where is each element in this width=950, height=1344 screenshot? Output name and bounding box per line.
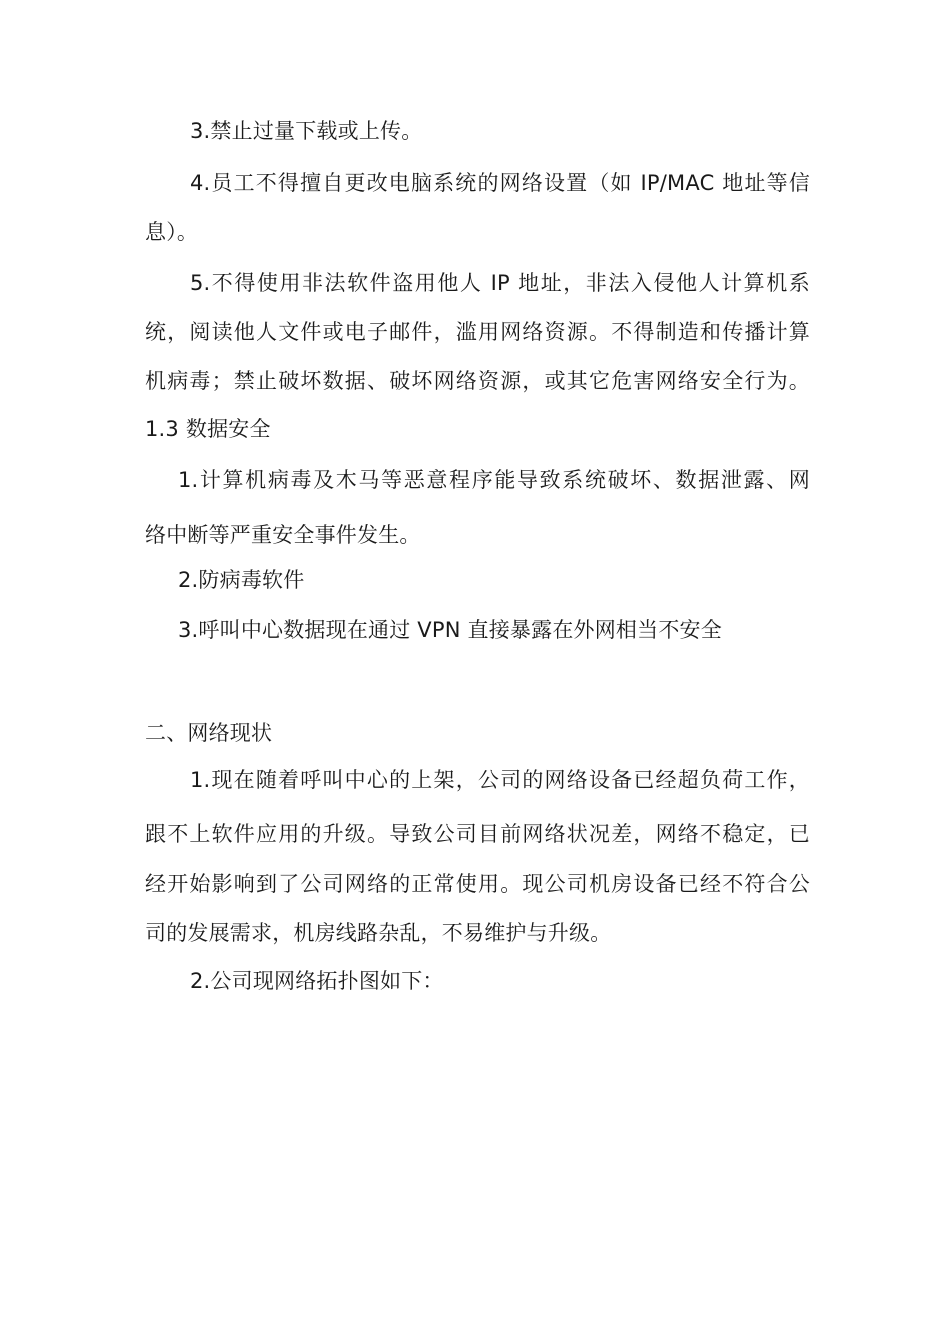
rule-4-network-settings-line-1: 4.员工不得擅自更改电脑系统的网络设置（如 IP/MAC 地址等信 <box>190 171 810 195</box>
network-status-item-1-line-2: 跟不上软件应用的升级。导致公司目前网络状况差，网络不稳定，已 <box>145 822 810 846</box>
rule-5-illegal-software-line-1: 5.不得使用非法软件盗用他人 IP 地址，非法入侵他人计算机系 <box>190 271 810 295</box>
section-heading-data-security: 1.3 数据安全 <box>145 417 271 441</box>
data-security-item-1-line-2: 络中断等严重安全事件发生。 <box>145 523 421 547</box>
network-status-item-2: 2.公司现网络拓扑图如下： <box>190 969 444 993</box>
data-security-item-1-line-1: 1.计算机病毒及木马等恶意程序能导致系统破坏、数据泄露、网 <box>178 468 810 492</box>
network-status-item-1-line-4: 司的发展需求，机房线路杂乱，不易维护与升级。 <box>145 921 612 945</box>
data-security-item-2: 2.防病毒软件 <box>178 568 305 592</box>
network-status-item-1-line-3: 经开始影响到了公司网络的正常使用。现公司机房设备已经不符合公 <box>145 872 810 896</box>
rule-4-network-settings-line-2: 息）。 <box>145 220 199 244</box>
network-status-item-1-line-1: 1.现在随着呼叫中心的上架，公司的网络设备已经超负荷工作， <box>190 768 810 792</box>
rule-5-illegal-software-line-3: 机病毒；禁止破坏数据、破坏网络资源，或其它危害网络安全行为。 <box>145 369 810 393</box>
section-heading-network-status: 二、网络现状 <box>145 721 273 745</box>
data-security-item-3: 3.呼叫中心数据现在通过 VPN 直接暴露在外网相当不安全 <box>178 618 722 642</box>
rule-3-download-upload: 3.禁止过量下载或上传。 <box>190 119 423 143</box>
rule-5-illegal-software-line-2: 统，阅读他人文件或电子邮件，滥用网络资源。不得制造和传播计算 <box>145 320 810 344</box>
